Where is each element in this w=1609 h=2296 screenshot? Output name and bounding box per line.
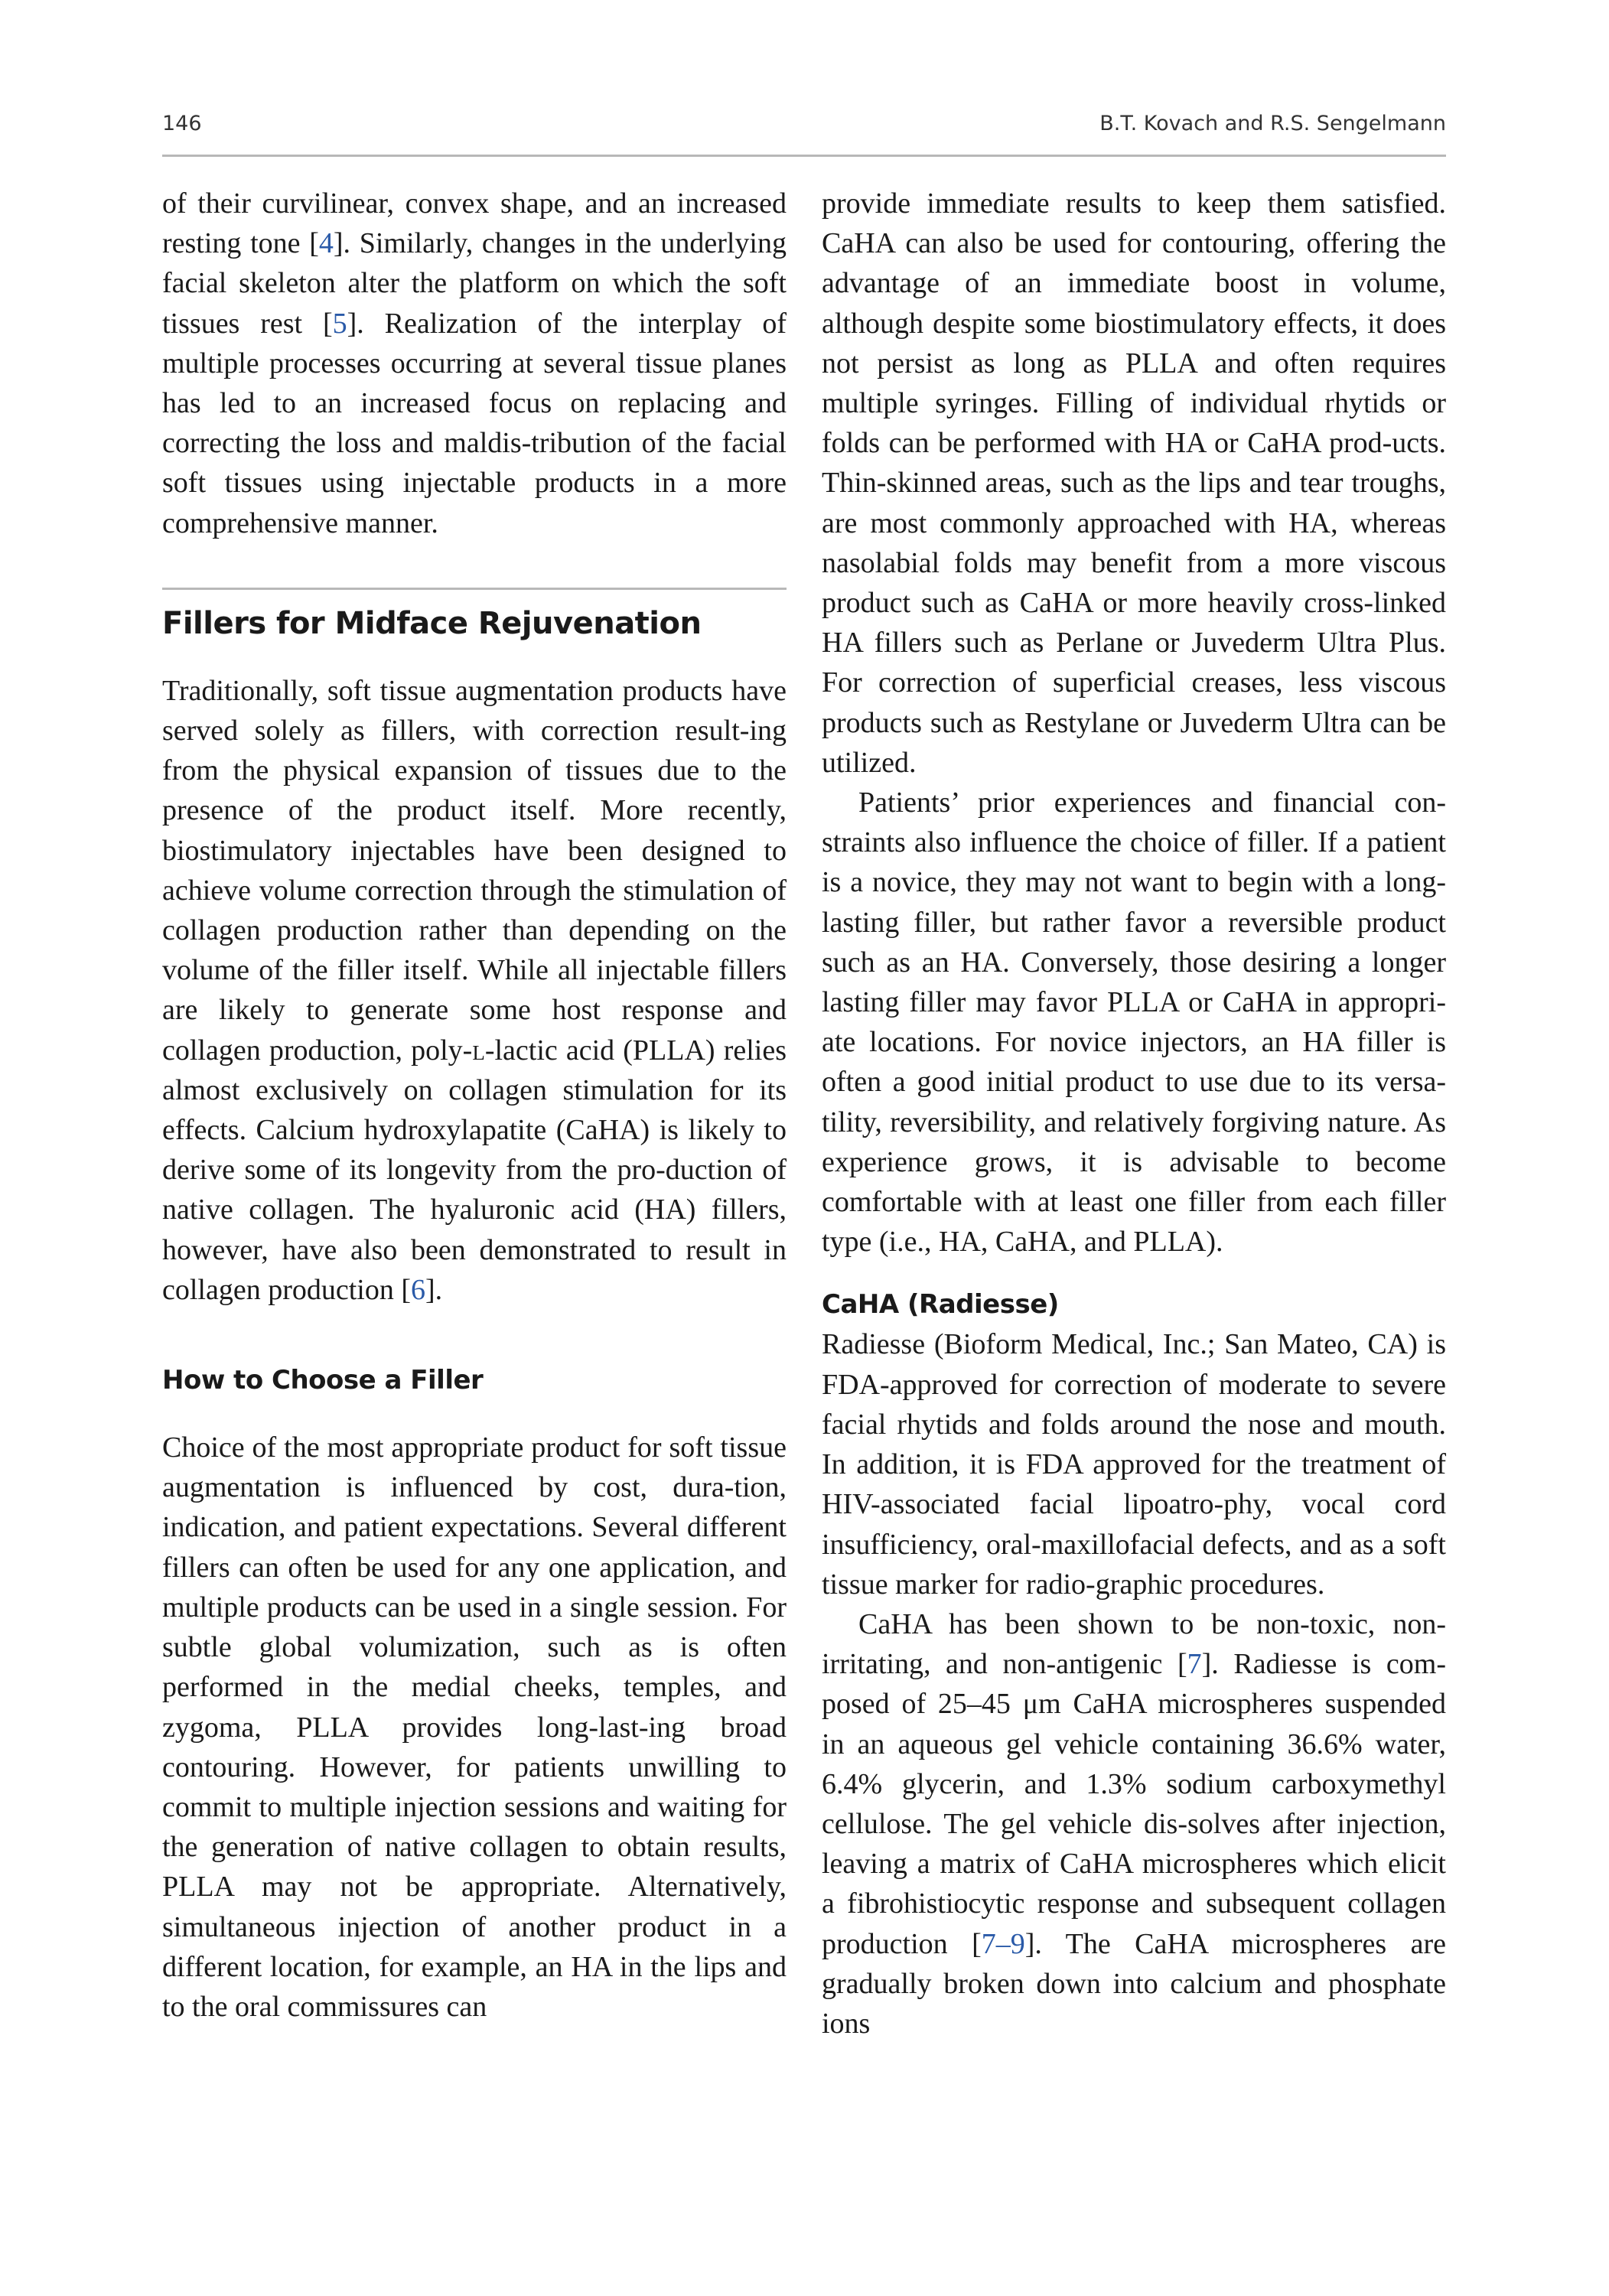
subsection-heading: How to Choose a Filler (162, 1365, 484, 1396)
small-caps-text: l (472, 1034, 485, 1067)
citation-link[interactable]: 6 (411, 1273, 426, 1306)
running-header (162, 112, 1446, 150)
right-column (822, 184, 1446, 2044)
continued-paragraph (162, 184, 787, 543)
citation-link[interactable]: 5 (332, 307, 347, 340)
text-run: of their curvilinear, convex shape, and an increased resting tone [ (162, 187, 787, 260)
radiesse-paragraph: Radiesse (Bioform Medical, Inc.; San Mateo, CA) is FDA-approved for correction of moderate to severe facial rhytids and folds around the nose and mouth. In addition, it is FDA approved for the treatment of HIV-associated facial lipoatro-phy, vocal cord insufficiency, oral-maxillofacial defects, and as a soft tissue marker for radio-graphic procedures. (822, 1328, 1446, 1601)
text-run: ]. The CaHA microspheres are gradually broken down into calcium and phosphate ions (822, 1927, 1447, 2040)
header-rule (162, 155, 1446, 157)
left-column (162, 184, 787, 2027)
section-paragraph (162, 671, 787, 1310)
text-run: Traditionally, soft tissue augmentation products have served solely as fillers, with correction result-ing from the physical expansion of tissues due to the presence of the product itself. More recently, biostimulatory injectables have been designed to achieve volume correction through the stimulation of collagen production rather than depending on the volume of the filler itself. While all injectable fillers are likely to generate some host response and collagen production, poly- (162, 674, 787, 1067)
page-number: 146 (162, 112, 202, 135)
continued-paragraph: provide immediate results to keep them satisfied. CaHA can also be used for contouring, offering the advantage of an immediate boost in volume, although despite some biostimulatory effects, it does not persist as long as PLLA and often requires multiple syringes. Filling of individual rhytids or folds can be performed with HA or CaHA prod-ucts. Thin-skinned areas, such as the lips and tear troughs, are most commonly approached with HA, whereas nasolabial folds may benefit from a more viscous product such as CaHA or more heavily cross-linked HA fillers such as Perlane or Juvederm Ultra Plus. For correction of superficial creases, less viscous products such as Restylane or Juvederm Ultra can be utilized. (822, 187, 1446, 779)
section-heading: Fillers for Midface Rejuvenation (162, 605, 702, 641)
text-run: ]. Radiesse is com-posed of 25–45 μm CaHA microspheres suspended in an aqueous gel vehicle containing 36.6% water, 6.4% glycerin, and 1.3% sodium carboxymethyl cellulose. The gel vehicle dis-solves after injection, leaving a matrix of CaHA microspheres which elicit a fibrohistiocytic response and subsequent collagen production [ (822, 1648, 1446, 1960)
text-run: ]. (425, 1273, 443, 1306)
citation-link[interactable]: 4 (318, 227, 334, 260)
citation-link[interactable]: 7–9 (981, 1927, 1025, 1960)
text-run: ]. Realization of the interplay of multiple processes occurring at several tissue planes has led to an increased focus on replacing and correcting the loss and maldis-tribution of the facial soft tissues using injectable products in a more comprehensive manner. (162, 307, 787, 539)
subsection-heading: CaHA (Radiesse) (822, 1289, 1059, 1321)
text-run: CaHA has been shown to be non-toxic, non-irritating, and non-antigenic [ (822, 1607, 1446, 1681)
citation-link[interactable]: 7 (1187, 1648, 1202, 1681)
caha-paragraph (822, 1604, 1446, 2044)
section-rule (162, 588, 787, 590)
subsection-paragraph: Choice of the most appropriate product for soft tissue augmentation is influenced by cost, dura-tion, indication, and patient expectations. Several different fillers can often be used for any one application, and multiple products can be used in a single session. For subtle global volumization, such as is often performed in the medial cheeks, temples, and zygoma, PLLA provides long-last-ing broad contouring. However, for patients unwilling to commit to multiple injection sessions and waiting for the generation of native collagen to obtain results, PLLA may not be appropriate. Alternatively, simultaneous injection of another product in a different location, for example, an HA in the lips and to the oral commissures can (162, 1431, 787, 2023)
running-head-authors: B.T. Kovach and R.S. Sengelmann (1099, 112, 1446, 135)
patients-paragraph: Patients’ prior experiences and financial con-straints also influence the choice of filler. If a patient is a novice, they may not want to begin with a long-lasting filler, but rather favor a reversible product such as an HA. Conversely, those desiring a longer lasting filler may favor PLLA or CaHA in appropri-ate locations. For novice injectors, an HA filler is often a good initial product to use due to its versa-tility, reversibility, and relatively forgiving nature. As experience grows, it is advisable to become comfortable with at least one filler from each filler type (i.e., HA, CaHA, and PLLA). (822, 787, 1446, 1259)
text-run: ]. Similarly, changes in the underlying facial skeleton alter the platform on which the soft tissues rest [ (162, 227, 787, 340)
text-run: -lactic acid (PLLA) relies almost exclusively on collagen stimulation for its effects. Calcium hydroxylapatite (CaHA) is likely to derive some of its longevity from the pro-duction of native collagen. The hyaluronic acid (HA) fillers, however, have also been demonstrated to result in collagen production [ (162, 1034, 787, 1306)
